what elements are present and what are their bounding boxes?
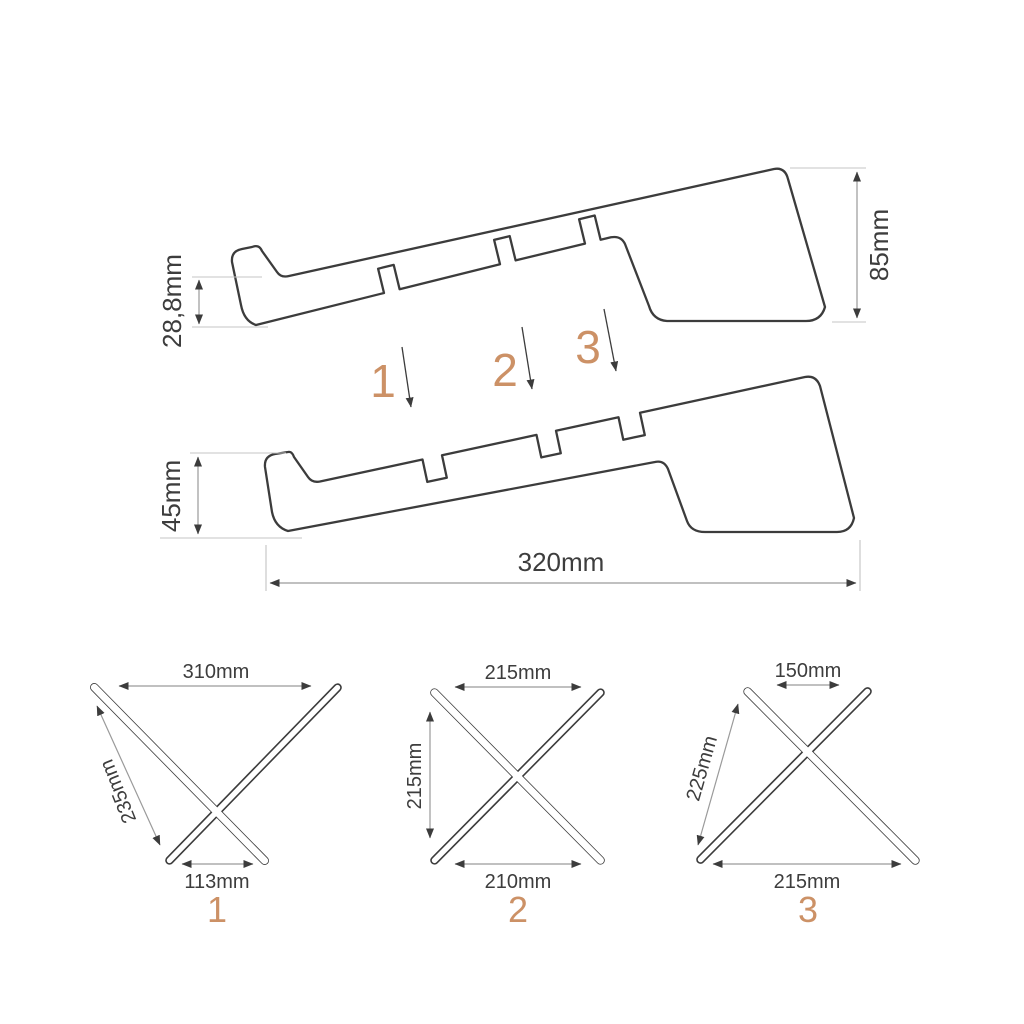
config1-diagonal-label: 235mm	[95, 756, 142, 827]
dimension-overall-length	[266, 540, 860, 591]
lower-lip-dimension-label: 45mm	[156, 459, 186, 533]
stand-upper-profile-outline	[232, 169, 825, 325]
config1-top-width-label: 310mm	[182, 661, 250, 683]
leg-config-1	[89, 661, 342, 930]
stand-upper-profile	[232, 169, 825, 325]
config2-top-width-label: 215mm	[484, 662, 552, 684]
notch-marker-2: 2	[492, 344, 518, 396]
notch-markers	[370, 309, 616, 407]
config2-side-height-label: 215mm	[404, 742, 426, 810]
config3-diagonal-label: 225mm	[682, 733, 722, 804]
config3-number: 3	[797, 889, 819, 930]
notch-marker-3: 3	[575, 321, 601, 373]
notch-marker-1-arrow	[402, 347, 411, 407]
config3-leg-bar-right	[696, 686, 873, 864]
config2-number: 2	[507, 889, 529, 930]
leg-config-2	[404, 662, 605, 930]
upper-lip-dimension-label: 28,8mm	[157, 254, 187, 348]
stand-lower-profile-outline	[265, 377, 854, 532]
config1-number: 1	[206, 889, 228, 930]
config1-bottom-width-label: 113mm	[184, 871, 250, 893]
notch-marker-1: 1	[370, 355, 396, 407]
notch-marker-3-arrow	[604, 309, 616, 371]
config3-top-width-label: 150mm	[774, 660, 842, 682]
config3-bottom-width-label: 215mm	[773, 871, 841, 893]
notch-marker-2-arrow	[522, 327, 532, 389]
overall-length-label: 320mm	[517, 547, 605, 577]
config2-bottom-width-label: 210mm	[484, 871, 552, 893]
stand-lower-profile	[265, 377, 854, 532]
upper-block-height-label: 85mm	[864, 208, 894, 282]
config1-leg-bar-right	[165, 683, 343, 866]
leg-config-3	[682, 660, 920, 930]
